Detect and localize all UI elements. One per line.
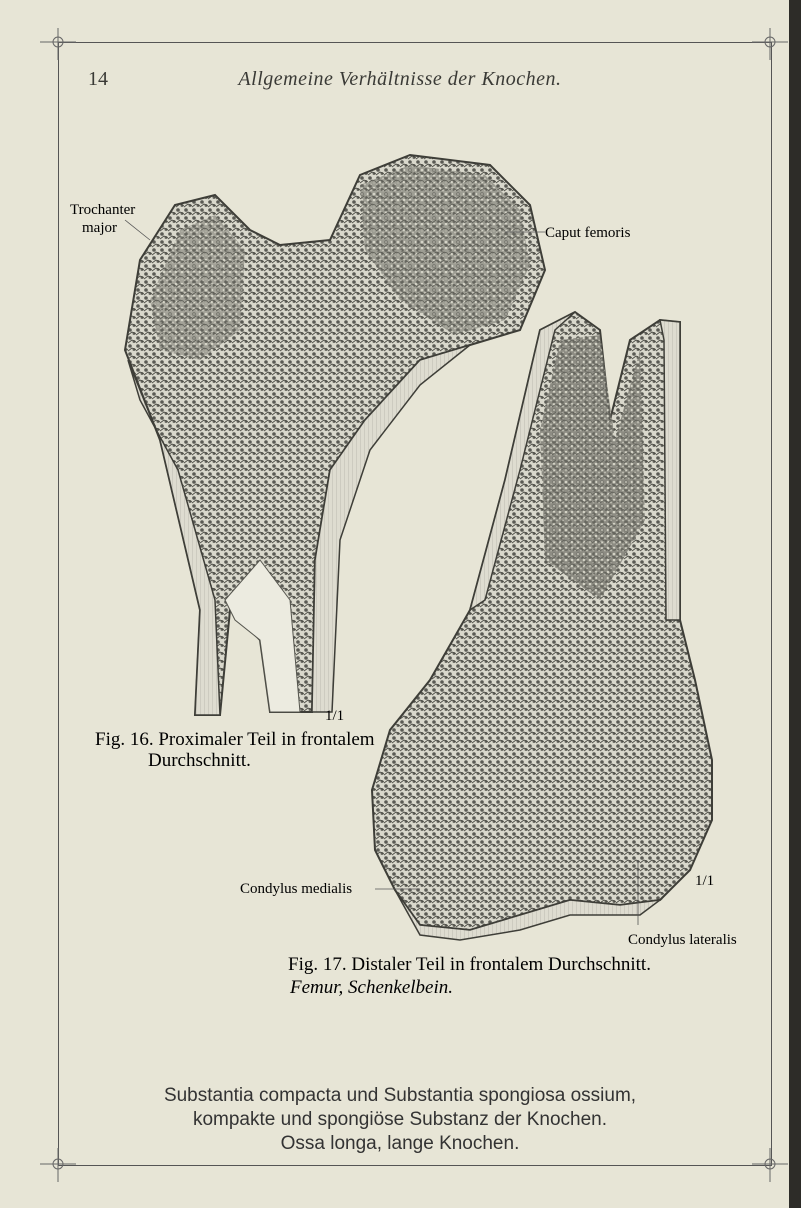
caption-fig16-line2: Durchschnitt.: [148, 750, 251, 771]
label-trochanter-major-1: Trochanter: [70, 202, 136, 218]
caption-fig17: Fig. 17. Distaler Teil in frontalem Durchschnitt.: [288, 954, 651, 975]
label-condylus-medialis: Condylus medialis: [240, 881, 353, 897]
caption-fig16-line1: Fig. 16. Proximaler Teil in frontalem: [95, 729, 375, 750]
page-number: 14: [88, 68, 108, 90]
body-text-line2: kompakte und spongiöse Substanz der Knochen.: [192, 1109, 608, 1130]
body-text-line3: Ossa longa, lange Knochen.: [280, 1133, 520, 1154]
label-caput-femoris: Caput femoris: [545, 225, 631, 241]
scale-fig17: 1/1: [695, 873, 715, 889]
body-text-line1: Substantia compacta und Substantia spongiosa ossium,: [163, 1085, 637, 1106]
distal-femur-section: [372, 312, 715, 940]
scale-fig16: 1/1: [325, 708, 345, 724]
label-condylus-lateralis: Condylus lateralis: [628, 932, 737, 948]
caption-subject: Femur, Schenkelbein.: [290, 977, 454, 998]
running-title: Allgemeine Verhältnisse der Knochen.: [238, 68, 562, 90]
label-trochanter-major-2: major: [82, 220, 117, 236]
